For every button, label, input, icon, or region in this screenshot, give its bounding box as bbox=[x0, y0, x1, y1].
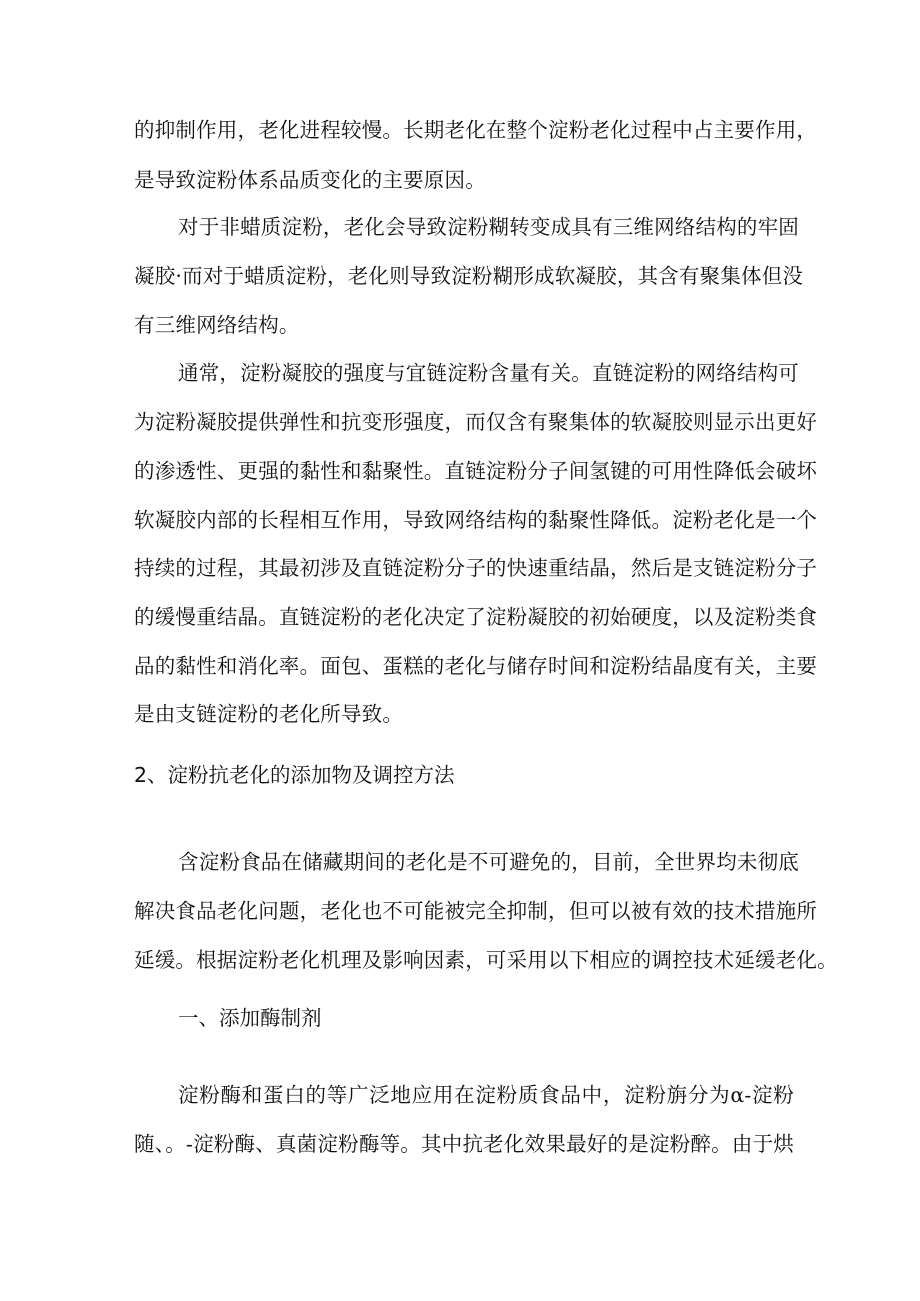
paragraph-2-line-2: 凝胶·而对于蜡质淀粉，老化则导致淀粉糊形成软凝胶，其含有聚集体但没 bbox=[134, 264, 804, 288]
paragraph-3-line-7: 品的黏性和消化率。面包、蛋糕的老化与储存时间和淀粉结晶度有关，主要 bbox=[134, 654, 818, 678]
paragraph-3-line-3: 的渗透性、更强的黏性和黏聚性。直链淀粉分子间氢键的可用性降低会破坏 bbox=[134, 459, 818, 483]
paragraph-4-line-1: 含淀粉食品在储藏期间的老化是不可避免的，目前，全世界均未彻底 bbox=[178, 850, 799, 874]
subsection-heading: 一、添加酶制剂 bbox=[178, 1006, 322, 1030]
paragraph-5-line-2: 随、。-淀粉酶、真菌淀粉酶等。其中抗老化效果最好的是淀粉醉。由于烘 bbox=[134, 1132, 794, 1156]
paragraph-4-line-3: 延缓。根据淀粉老化机理及影响因素，可采用以下相应的调控技术延缓老化。 bbox=[134, 948, 838, 972]
paragraph-2-line-3: 有三维网络结构。 bbox=[134, 313, 300, 337]
paragraph-3-line-5: 持续的过程，其最初涉及直链淀粉分子的快速重结晶，然后是支链淀粉分子 bbox=[134, 556, 818, 580]
paragraph-3-line-4: 软凝胶内部的长程相互作用，导致网络结构的黏聚性降低。淀粉老化是一个 bbox=[134, 508, 818, 532]
section-heading: 2、淀粉抗老化的添加物及调控方法 bbox=[134, 763, 455, 787]
paragraph-1-line-1: 的抑制作用，老化进程较慢。长期老化在整个淀粉老化过程中占主要作用， bbox=[134, 118, 818, 142]
paragraph-2-line-1: 对于非蜡质淀粉，老化会导致淀粉糊转变成具有三维网络结构的牢固 bbox=[178, 215, 799, 239]
paragraph-3-line-8: 是由支链淀粉的老化所导致。 bbox=[134, 702, 404, 726]
paragraph-3-line-6: 的缓慢重结晶。直链淀粉的老化决定了淀粉凝胶的初始硬度，以及淀粉类食 bbox=[134, 605, 818, 629]
paragraph-4-line-2: 解决食品老化问题，老化也不可能被完全抑制，但可以被有效的技术措施所 bbox=[134, 899, 818, 923]
paragraph-5-line-1: 淀粉酶和蛋白的等广泛地应用在淀粉质食品中，淀粉旃分为α-淀粉 bbox=[178, 1083, 794, 1107]
paragraph-3-line-1: 通常，淀粉凝胶的强度与宜链淀粉含量有关。直链淀粉的网络结构可 bbox=[178, 361, 799, 385]
paragraph-1-line-2: 是导致淀粉体系品质变化的主要原因。 bbox=[134, 168, 486, 192]
paragraph-3-line-2: 为淀粉凝胶提供弹性和抗变形强度，而仅含有聚集体的软凝胶则显示出更好 bbox=[134, 410, 818, 434]
